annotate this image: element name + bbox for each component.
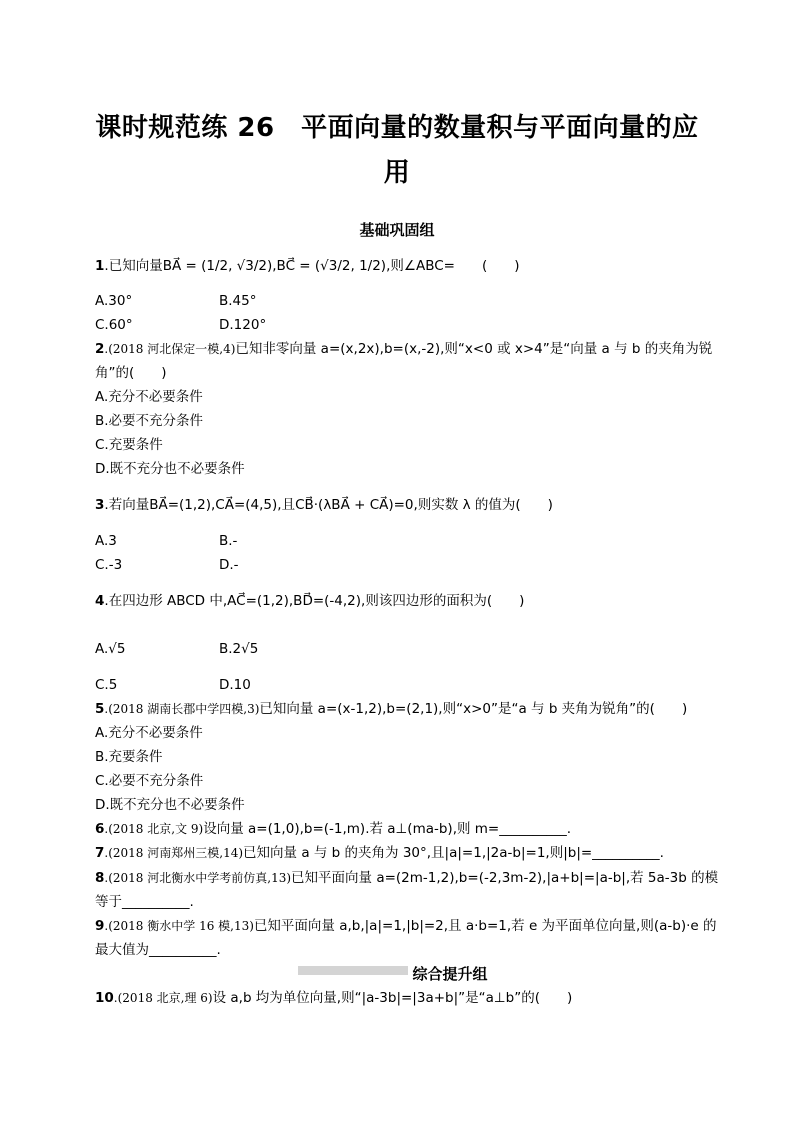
question-number: 8: [95, 870, 105, 886]
question-number: 2: [95, 341, 105, 357]
question-text: 设向量 a=(1,0),b=(-1,m).若 a⊥(ma-b),则 m=__________.: [203, 821, 572, 837]
question-source: .(2018 河南郑州三模,14): [104, 846, 244, 860]
question-8: [95, 869, 718, 887]
option-c: C.充要条件: [95, 437, 163, 453]
question-number: 7: [95, 845, 105, 861]
question-text-continued: 等于__________.: [95, 894, 194, 910]
question-text-continued: 角”的( ): [95, 365, 167, 381]
question-source: .(2018 北京,文 9): [104, 822, 204, 836]
question-4: [95, 592, 524, 610]
question-number: 5: [95, 701, 105, 717]
option-a: A.30°: [95, 293, 133, 309]
option-c: C.60°: [95, 317, 133, 333]
question-text: .若向量BA⃗=(1,2),CA⃗=(4,5),且CB⃗·(λBA⃗ + CA⃗)=0,则实数 λ 的值为( ): [104, 497, 553, 513]
section-highlight-bar: [298, 966, 408, 975]
question-9: [95, 917, 717, 935]
question-source: .(2018 河北保定一模,4): [104, 342, 236, 356]
option-b: B.45°: [219, 293, 257, 309]
question-number: 6: [95, 821, 105, 837]
question-5: [95, 700, 687, 718]
question-number: 1: [95, 258, 105, 274]
question-10: [95, 989, 572, 1007]
question-source: .(2018 河北衡水中学考前仿真,13): [104, 871, 292, 885]
option-b: B.充要条件: [95, 749, 163, 765]
question-source: .(2018 衡水中学 16 模,13): [104, 919, 254, 933]
option-c: C.-3: [95, 557, 123, 573]
section-heading-basic: 基础巩固组: [359, 221, 435, 239]
option-d: D.既不充分也不必要条件: [95, 461, 245, 477]
option-d: D.-: [219, 557, 239, 573]
option-d: D.既不充分也不必要条件: [95, 797, 245, 813]
question-3: [95, 496, 553, 514]
option-c: C.5: [95, 677, 118, 693]
page-title-continued: 用: [383, 158, 411, 188]
question-text: 已知向量 a 与 b 的夹角为 30°,且|a|=1,|2a-b|=1,则|b|=__________.: [243, 845, 664, 861]
option-d: D.120°: [219, 317, 267, 333]
option-b: B.-: [219, 533, 238, 549]
option-a: A.3: [95, 533, 117, 549]
question-number: 4: [95, 593, 105, 609]
option-a: A.√5: [95, 641, 126, 657]
question-source: .(2018 湖南长郡中学四模,3): [104, 702, 260, 716]
option-a: A.充分不必要条件: [95, 725, 203, 741]
option-d: D.10: [219, 677, 251, 693]
question-1: [95, 257, 520, 275]
question-text-continued: 最大值为__________.: [95, 942, 221, 958]
question-number: 9: [95, 918, 105, 934]
section-heading-advanced: 综合提升组: [412, 965, 488, 983]
question-text: 已知非零向量 a=(x,2x),b=(x,-2),则“x<0 或 x>4”是“向量 a 与 b 的夹角为锐: [235, 341, 713, 357]
question-number: 3: [95, 497, 105, 513]
question-7: [95, 844, 664, 862]
question-text: .已知向量BA⃗ = (1/2, √3/2),BC⃗ = (√3/2, 1/2),则∠ABC= ( ): [104, 258, 520, 274]
page-title: 课时规范练 26 平面向量的数量积与平面向量的应: [95, 113, 699, 143]
question-text: 已知向量 a=(x-1,2),b=(2,1),则“x>0”是“a 与 b 夹角为锐角”的( ): [259, 701, 688, 717]
question-6: [95, 820, 571, 838]
option-c: C.必要不充分条件: [95, 773, 204, 789]
question-text: .在四边形 ABCD 中,AC⃗=(1,2),BD⃗=(-4,2),则该四边形的面积为( ): [104, 593, 525, 609]
question-text: 设 a,b 均为单位向量,则“|a-3b|=|3a+b|”是“a⊥b”的( ): [212, 990, 573, 1006]
option-a: A.充分不必要条件: [95, 389, 203, 405]
question-number: 10: [95, 990, 114, 1006]
question-text: 已知平面向量 a,b,|a|=1,|b|=2,且 a·b=1,若 e 为平面单位向量,则(a-b)·e 的: [253, 918, 717, 934]
question-2: [95, 340, 712, 358]
option-b: B.2√5: [219, 641, 259, 657]
question-text: 已知平面向量 a=(2m-1,2),b=(-2,3m-2),|a+b|=|a-b|,若 5a-3b 的模: [291, 870, 719, 886]
question-source: .(2018 北京,理 6): [113, 991, 213, 1005]
option-b: B.必要不充分条件: [95, 413, 204, 429]
